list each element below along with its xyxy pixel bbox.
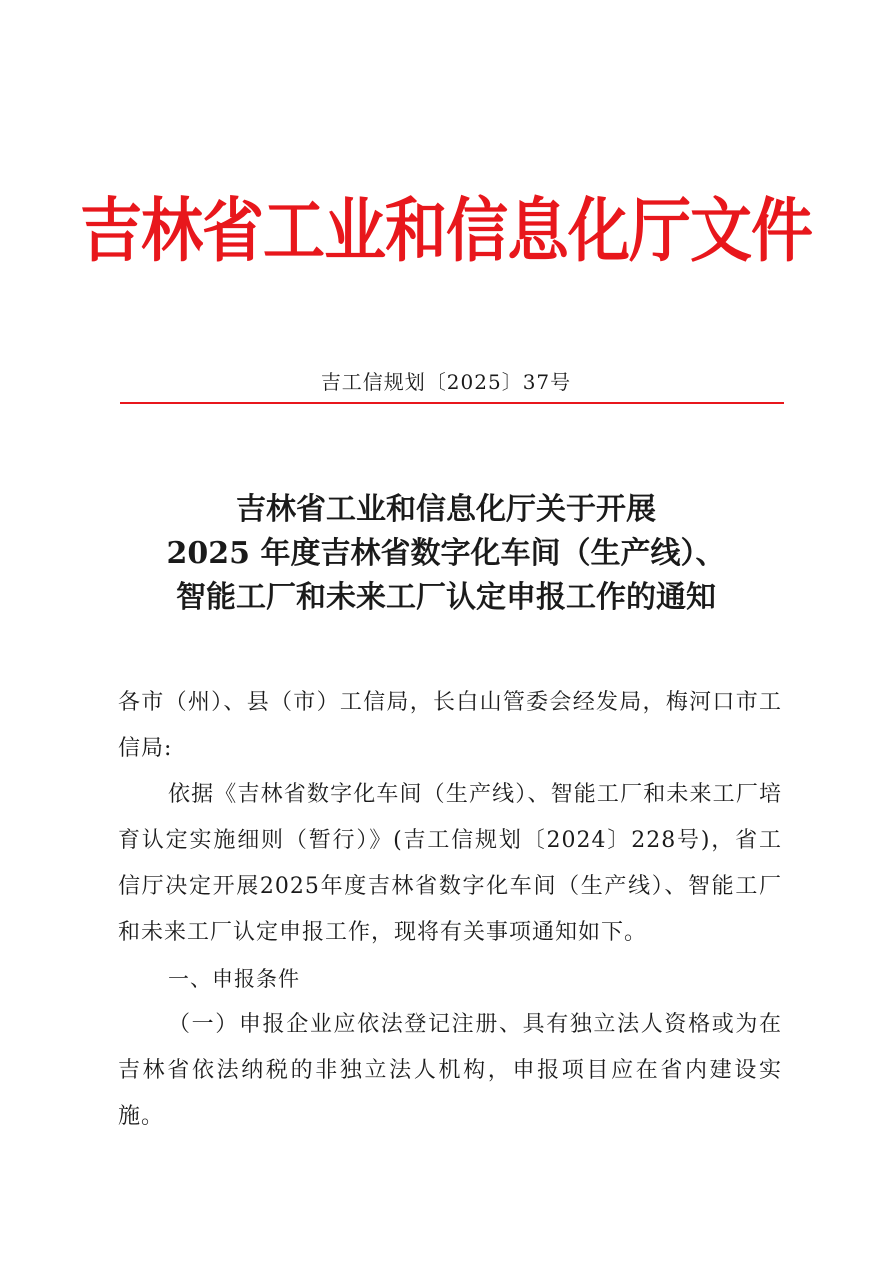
- document-number: 吉工信规划〔2025〕37号: [320, 370, 572, 394]
- notice-title-line-1: 吉林省工业和信息化厅关于开展: [236, 492, 656, 527]
- notice-body: [118, 680, 782, 1140]
- notice-title-line-3: 智能工厂和未来工厂认定申报工作的通知: [176, 580, 716, 615]
- section-heading-conditions: 一、申报条件: [168, 967, 300, 991]
- document-header-title: 吉林省工业和信息化厅文件: [79, 189, 812, 272]
- intro-paragraph: 依据《吉林省数字化车间（生产线）、智能工厂和未来工厂培育认定实施细则（暂行）》(吉工信规划〔2024〕228号)，省工信厅决定开展2025年度吉林省数字化车间（生产线）、智能工厂和未来工厂认定申报工作，现将有关事项通知如下。: [118, 782, 782, 945]
- notice-title: [0, 488, 892, 620]
- notice-title-line-2: 2025 年度吉林省数字化车间（生产线）、: [166, 536, 726, 571]
- addressee-paragraph: 各市（州）、县（市）工信局，长白山管委会经发局，梅河口市工信局:: [118, 690, 782, 761]
- red-divider-line: [120, 402, 784, 404]
- condition-paragraph-1: （一）申报企业应依法登记注册、具有独立法人资格或为在吉林省依法纳税的非独立法人机构，申报项目应在省内建设实施。: [118, 1012, 782, 1129]
